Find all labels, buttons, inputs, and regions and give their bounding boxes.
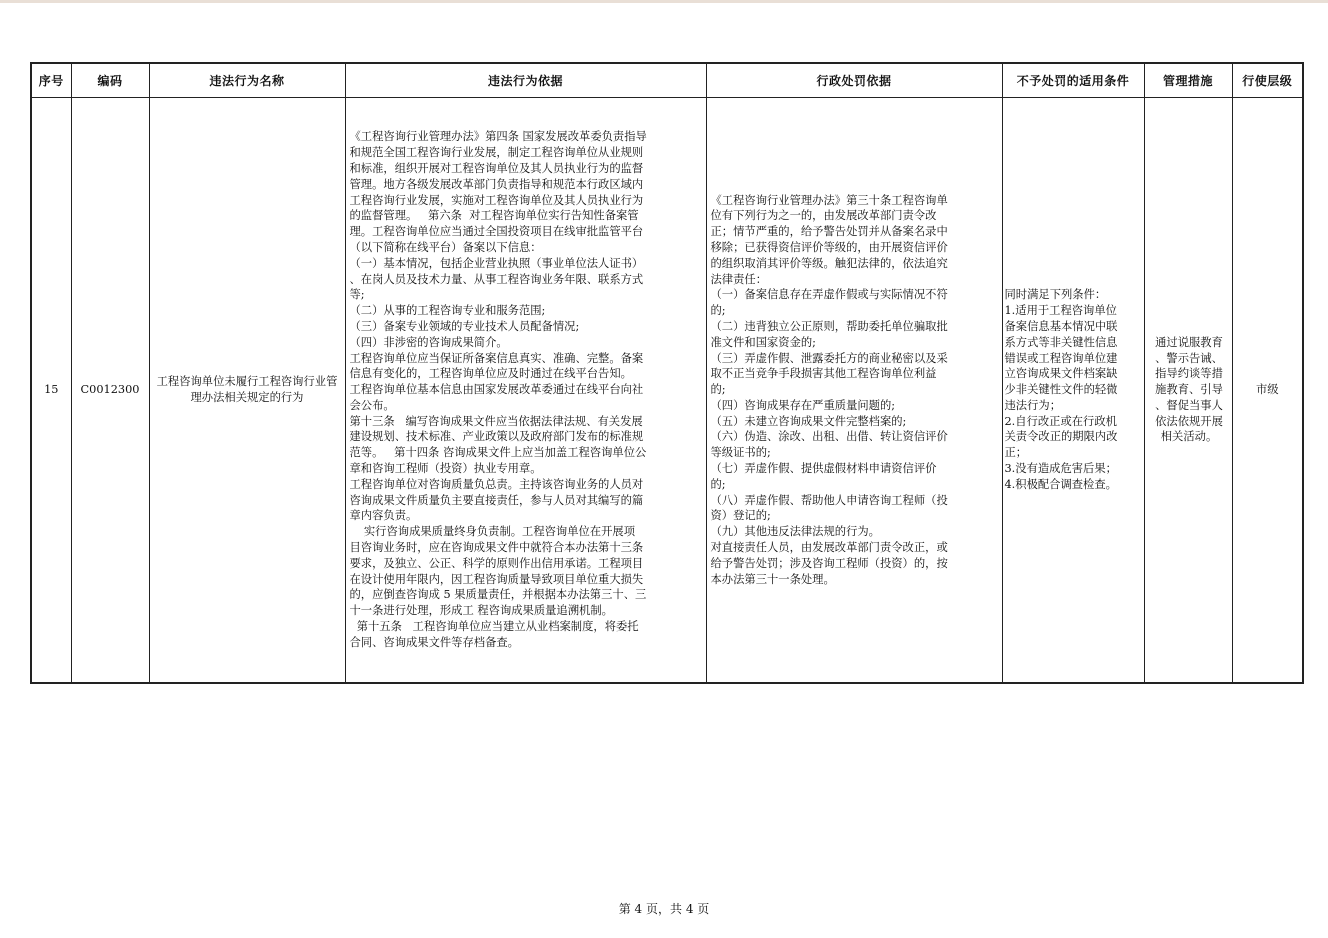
cell-exemption-conditions: [1002, 98, 1144, 684]
exemption-condition-line: 同时满足下列条件：: [1004, 288, 1107, 302]
penalty-basis-line: 对直接责任人员，由发展改革部门责令改正，或: [710, 541, 948, 555]
penalty-basis-line: 资）登记的;: [710, 509, 771, 523]
management-measures-text: [1145, 335, 1232, 446]
cell-violation-name: [149, 98, 345, 684]
header-violation-name: 违法行为名称: [149, 63, 345, 98]
violation-basis-text: [346, 129, 706, 650]
table-header-row: [31, 63, 1303, 98]
violation-basis-line: 章内容负责。: [349, 509, 418, 523]
penalty-basis-text: [707, 193, 1002, 588]
exemption-condition-line: 错误或工程咨询单位建: [1004, 351, 1118, 365]
exemption-condition-line: 2.自行改正或在行政机: [1004, 414, 1117, 428]
management-measure-line: 、警示告诫、: [1155, 351, 1223, 365]
violation-basis-line: 工程咨询单位基本信息由国家发展改革委通过在线平台向社: [349, 383, 644, 397]
exercise-level: 市级: [1255, 383, 1279, 397]
violation-basis-line: 等;: [349, 288, 365, 302]
cell-penalty-basis: [706, 98, 1002, 684]
violation-basis-line: 管理。地方各级发展改革部门负责指导和规范本行政区域内: [349, 177, 644, 191]
exemption-condition-line: 违法行为；: [1004, 398, 1061, 412]
violation-basis-line: 目咨询业务时，应在咨询成果文件中就符合本办法第十三条: [349, 541, 644, 555]
penalty-basis-line: （八）弄虚作假、帮助他人申请咨询工程师（投: [710, 493, 948, 507]
violation-basis-line: 理。工程咨询单位应当通过全国投资项目在线审批监管平台: [349, 225, 644, 239]
penalty-basis-line: 给予警告处罚；涉及咨询工程师（投资）的，按: [710, 556, 948, 570]
violation-basis-line: 工程咨询单位对咨询质量负总责。主持该咨询业务的人员对: [349, 477, 644, 491]
penalty-basis-line: （二）违背独立公正原则，帮助委托单位骗取批: [710, 319, 948, 333]
violation-basis-line: （二）从事的工程咨询专业和服务范围;: [349, 304, 546, 318]
penalty-basis-line: 的;: [710, 477, 726, 491]
penalty-basis-line: 位有下列行为之一的，由发展改革部门责令改: [710, 209, 937, 223]
header-seq: 序号: [31, 63, 71, 98]
penalty-basis-line: 等级证书的;: [710, 446, 771, 460]
violation-basis-line: 的，应倒查咨询成 5 果质量责任，并根据本办法第三十、三: [349, 588, 647, 602]
penalty-basis-line: 的;: [710, 383, 726, 397]
table-row: [31, 98, 1303, 684]
penalty-basis-line: 移除；已获得资信评价等级的，由开展资信评价: [710, 240, 948, 254]
exemption-condition-line: 正；: [1004, 446, 1028, 460]
penalty-basis-line: 本办法第三十一条处理。: [710, 572, 835, 586]
exemption-conditions-text: [1003, 287, 1144, 492]
header-violation-basis: 违法行为依据: [345, 63, 706, 98]
penalty-basis-line: 取不正当竞争手段损害其他工程咨询单位利益: [710, 367, 937, 381]
penalty-basis-line: （一）备案信息存在弄虚作假或与实际情况不符: [710, 288, 948, 302]
violation-basis-line: 和标准，组织开展对工程咨询单位及其人员执业行为的监督: [349, 161, 644, 175]
violation-basis-line: 合同、咨询成果文件等存档备查。: [349, 635, 519, 649]
cell-seq: [31, 98, 71, 684]
page-footer: 第 4 页，共 4 页: [618, 902, 710, 916]
cell-code: [71, 98, 149, 684]
exemption-condition-line: 3.没有造成危害后果；: [1004, 462, 1117, 476]
exemption-condition-line: 少非关键性文件的轻微: [1004, 383, 1118, 397]
management-measure-line: 相关活动。: [1160, 430, 1218, 444]
exemption-condition-line: 备案信息基本情况中联: [1004, 319, 1118, 333]
violation-basis-line: 第十五条 工程咨询单位应当建立从业档案制度，将委托: [349, 620, 639, 634]
exemption-condition-line: 4.积极配合调查检查。: [1004, 477, 1117, 491]
management-measure-line: 依法依规开展: [1155, 414, 1223, 428]
cell-exercise-level: [1232, 98, 1303, 684]
violation-basis-line: （以下简称在线平台）备案以下信息：: [349, 240, 542, 254]
violation-basis-line: 在设计使用年限内，因工程咨询质量导致项目单位重大损失: [349, 572, 644, 586]
penalty-basis-line: （四）咨询成果存在严重质量问题的;: [710, 398, 896, 412]
seq-number: 15: [44, 383, 59, 397]
penalty-basis-line: （七）弄虚作假、提供虚假材料申请资信评价: [710, 462, 937, 476]
penalty-basis-line: （九）其他违反法律法规的行为。: [710, 525, 880, 539]
exemption-condition-line: 系方式等非关键性信息: [1004, 335, 1118, 349]
exemption-condition-line: 1.适用于工程咨询单位: [1004, 304, 1117, 318]
violation-name: 工程咨询单位未履行工程咨询行业管理办法相关规定的行为: [156, 375, 338, 404]
penalty-basis-line: 正；情节严重的，给予警告处罚并从备案名录中: [710, 225, 948, 239]
violation-basis-line: （一）基本情况，包括企业营业执照（事业单位法人证书）: [349, 256, 644, 270]
header-exercise-level: 行使层级: [1232, 63, 1303, 98]
penalty-basis-line: 的;: [710, 304, 726, 318]
header-code: 编码: [71, 63, 149, 98]
exemption-condition-line: 关责令改正的期限内改: [1004, 430, 1118, 444]
penalty-table: [30, 62, 1304, 684]
penalty-basis-line: （五）未建立咨询成果文件完整档案的;: [710, 414, 907, 428]
violation-basis-line: 和规范全国工程咨询行业发展，制定工程咨询单位从业规则: [349, 146, 644, 160]
violation-basis-line: 范等。 第十四条 咨询成果文件上应当加盖工程咨询单位公: [349, 446, 647, 460]
header-penalty-basis: 行政处罚依据: [706, 63, 1002, 98]
violation-basis-line: 的监督管理。 第六条 对工程咨询单位实行告知性备案管: [349, 209, 639, 223]
violation-basis-line: 咨询成果文件质量负主要直接责任，参与人员对其编写的篇: [349, 493, 644, 507]
penalty-basis-line: （三）弄虚作假、泄露委托方的商业秘密以及采: [710, 351, 948, 365]
violation-basis-line: 信息有变化的，工程咨询单位应及时通过在线平台告知。: [349, 367, 632, 381]
violation-basis-line: 建设规划、技术标准、产业政策以及政府部门发布的标准规: [349, 430, 644, 444]
penalty-basis-line: 的组织取消其评价等级。触犯法律的，依法追究: [710, 256, 948, 270]
violation-basis-line: （三）备案专业领域的专业技术人员配备情况;: [349, 319, 580, 333]
violation-basis-line: 章和咨询工程师（投资）执业专用章。: [349, 462, 542, 476]
exemption-condition-line: 立咨询成果文件档案缺: [1004, 367, 1118, 381]
management-measure-line: 指导约谈等措: [1155, 367, 1223, 381]
violation-basis-line: 十一条进行处理，形成工 程咨询成果质量追溯机制。: [349, 604, 613, 618]
violation-basis-line: 、在岗人员及技术力量、从事工程咨询业务年限、联系方式: [349, 272, 644, 286]
header-exemption-conditions: 不予处罚的适用条件: [1002, 63, 1144, 98]
violation-basis-line: 第十三条 编写咨询成果文件应当依据法律法规、有关发展: [349, 414, 643, 428]
violation-basis-line: 工程咨询行业发展，实施对工程咨询单位及其人员执业行为: [349, 193, 644, 207]
penalty-basis-line: 《工程咨询行业管理办法》第三十条工程咨询单: [710, 193, 948, 207]
management-measure-line: 通过说服教育: [1155, 335, 1223, 349]
cell-violation-basis: [345, 98, 706, 684]
penalty-basis-line: （六）伪造、涂改、出租、出借、转让资信评价: [710, 430, 948, 444]
violation-basis-line: （四）非涉密的咨询成果简介。: [349, 335, 508, 349]
management-measure-line: 施教育、引导: [1155, 383, 1223, 397]
penalty-basis-line: 准文件和国家资金的;: [710, 335, 816, 349]
item-code: C0012300: [80, 383, 140, 397]
penalty-basis-line: 法律责任：: [710, 272, 767, 286]
violation-basis-line: 工程咨询单位应当保证所备案信息真实、准确、完整。备案: [349, 351, 644, 365]
header-management-measures: 管理措施: [1144, 63, 1232, 98]
management-measure-line: 、督促当事人: [1155, 398, 1223, 412]
page-top-border: [0, 0, 1328, 3]
violation-basis-line: 会公布。: [349, 398, 395, 412]
violation-basis-line: 要求，及独立、公正、科学的原则作出信用承诺。工程项目: [349, 556, 644, 570]
violation-basis-line: 实行咨询成果质量终身负责制。工程咨询单位在开展项: [349, 525, 636, 539]
cell-management-measures: [1144, 98, 1232, 684]
violation-basis-line: 《工程咨询行业管理办法》第四条 国家发展改革委负责指导: [349, 130, 647, 144]
